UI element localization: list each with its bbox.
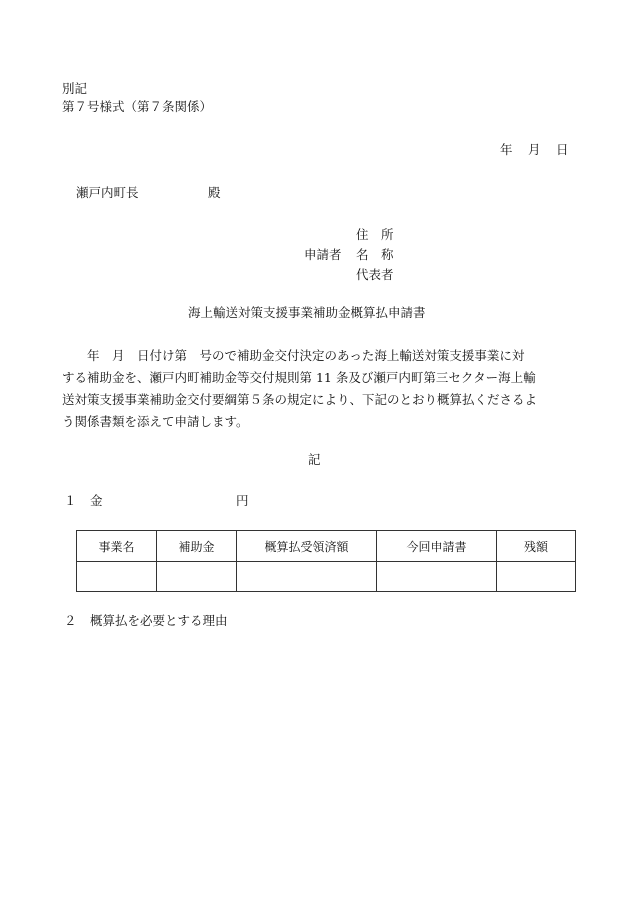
body-line: う関係書類を添えて申請します。: [62, 414, 249, 429]
date-month: 月: [528, 142, 541, 157]
name-label: 名 称: [356, 247, 394, 262]
date-day: 日: [556, 142, 569, 157]
cell-subsidy: [157, 562, 237, 592]
applicant-label: 申請者: [304, 247, 342, 262]
body-paragraph: [62, 345, 580, 433]
cell-current-request: [377, 562, 497, 592]
cell-balance: [497, 562, 576, 592]
addressee-honorific: 殿: [208, 185, 221, 200]
body-line: 送対策支援事業補助金交付要綱第５条の規定により、下記のとおり概算払くださるよ: [62, 392, 538, 407]
table-row: [77, 562, 576, 592]
cell-project-name: [77, 562, 157, 592]
col-header-project-name: 事業名: [77, 531, 157, 562]
item1-unit: 円: [236, 493, 249, 508]
col-header-balance: 残額: [497, 531, 576, 562]
appendix-label: 別記: [62, 81, 88, 96]
ki-heading: 記: [308, 452, 321, 467]
col-header-received-amount: 概算払受領済額: [237, 531, 377, 562]
form-number: 第７号様式（第７条関係）: [62, 99, 213, 114]
col-header-current-request: 今回申請書: [377, 531, 497, 562]
body-line: 年 月 日付け第 号ので補助金交付決定のあった海上輸送対策支援事業に対: [62, 348, 525, 363]
col-header-subsidy: 補助金: [157, 531, 237, 562]
item1-label: 金: [90, 493, 103, 508]
payment-table: [76, 530, 576, 592]
address-label: 住 所: [356, 227, 394, 242]
date-year: 年: [500, 142, 513, 157]
body-line: する補助金を、瀬戸内町補助金等交付規則第 11 条及び瀬戸内町第三セクター海上輸: [62, 370, 536, 385]
document-title: 海上輸送対策支援事業補助金概算払申請書: [188, 305, 426, 320]
item1-number: １: [64, 493, 77, 508]
representative-label: 代表者: [356, 267, 394, 282]
table-header-row: [77, 531, 576, 562]
item2-label: 概算払を必要とする理由: [90, 613, 228, 628]
addressee-name: 瀬戸内町長: [76, 185, 139, 200]
item2-number: ２: [64, 613, 77, 628]
cell-received-amount: [237, 562, 377, 592]
